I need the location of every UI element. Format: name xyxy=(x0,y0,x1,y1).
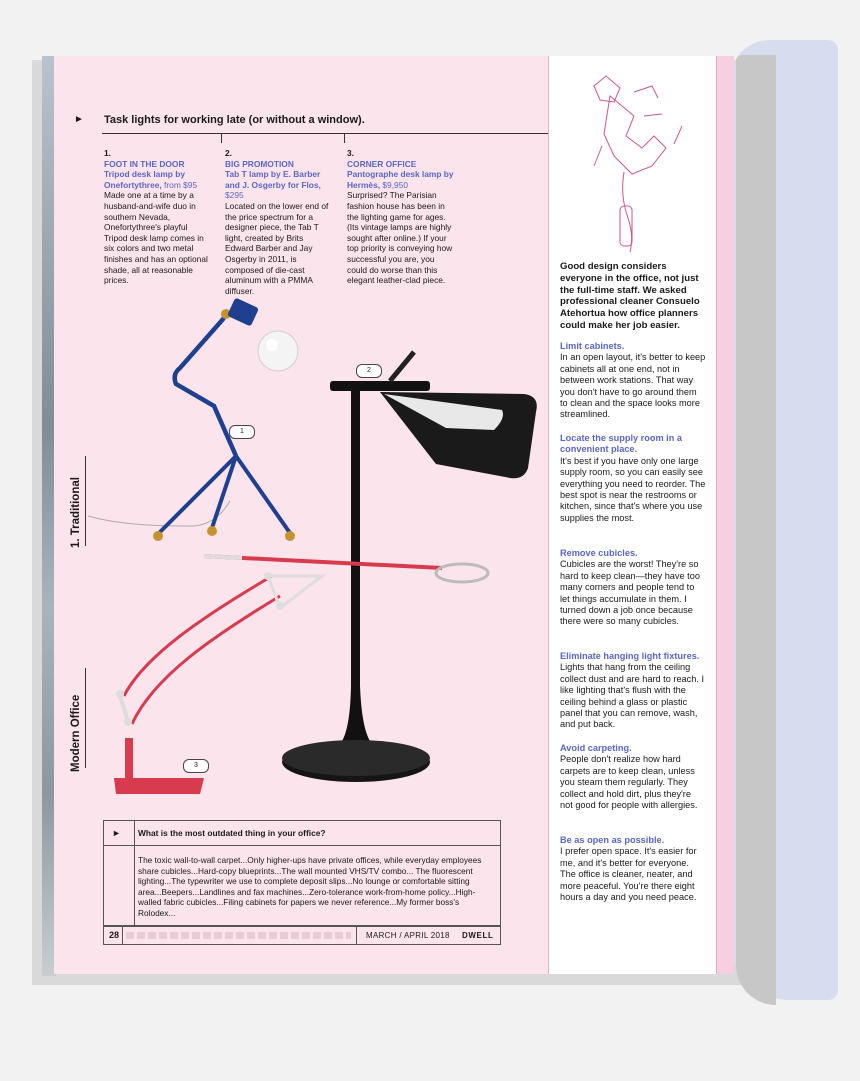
product-name: Pantographe desk lamp by Hermès, xyxy=(347,169,454,190)
page-footer xyxy=(103,926,501,945)
question-box xyxy=(103,820,501,926)
issue-date: MARCH / APRIL 2018 xyxy=(366,931,450,940)
question-separator xyxy=(134,821,135,925)
tip-item xyxy=(560,835,706,903)
tip-title: Limit cabinets. xyxy=(560,341,625,351)
tip-body: People don't realize how hard carpets are to keep clean, unless you steam them regularly. They collect and hold dirt, plus they're not good for people with allergies. xyxy=(560,754,698,811)
tip-body: I prefer open space. It's easier for me, and it's better for everyone. The office is cleaner, neater, and more peaceful. You're there eight hours a day and you need peace. xyxy=(560,846,697,903)
magazine-brand: DWELL xyxy=(462,931,494,940)
callout-3: 3 xyxy=(183,759,209,773)
tip-item xyxy=(560,341,706,421)
heading-arrow-icon: ► xyxy=(74,114,84,125)
footer-separator xyxy=(356,927,357,944)
tip-item xyxy=(560,743,706,811)
tip-title: Be as open as possible. xyxy=(560,835,665,845)
product-number: 2. xyxy=(225,148,232,158)
product-body: Surprised? The Parisian fashion house has been in the lighting game for ages. (Its vintage lamps are highly sought after online.) If your top priority is conveying how successful you are, you could do worse than this elegant leather-clad piece. xyxy=(347,190,453,286)
product-name: Tripod desk lamp by Onefortythree, xyxy=(104,169,185,190)
tripod-lamp-image xyxy=(153,297,298,541)
product-body: Made one at a time by a husband-and-wife duo in southern Nevada, Onefortythree's playful Tripod desk lamp comes in six colors and two metal finishes and has an optional shade, all at reasonable prices. xyxy=(104,190,208,286)
tip-body: Cubicles are the worst! They're so hard to keep clean—they have too many corners and people tend to let things accumulate in them. I turned down a job once because there were so many cubicles. xyxy=(560,559,700,627)
page-curl-shadow xyxy=(736,55,776,1005)
product-number: 3. xyxy=(347,148,354,158)
product-price: $295 xyxy=(225,190,244,201)
question-answers: The toxic wall-to-wall carpet...Only higher-ups have private offices, while everyday employees share cubicles...Hard-copy blueprints...The wall mounted VHS/TV combo... The fluorescent lighting...The typewriter we use to complete deposit slips...No lounge or comfortable sitting area...Beepers...Landlines and fax machines...Zero-tolerance work-from-home policy...High-walled fabric cubicles...Filing cabinets for papers we never reference...My former boss's Rolodex... xyxy=(138,855,482,918)
product-price: $9,950 xyxy=(382,179,409,190)
page-number: 28 xyxy=(109,930,120,940)
tip-body: Lights that hang from the ceiling collect dust and are hard to reach. I like lighting that's flush with the ceiling behind a glass or plastic panel that you can remove, wash, and put back. xyxy=(560,662,705,730)
footer-separator xyxy=(122,927,123,944)
product-title: BIG PROMOTION xyxy=(225,158,294,169)
question-title: What is the most outdated thing in your office? xyxy=(138,828,326,838)
tip-title: Remove cubicles. xyxy=(560,548,638,558)
product-price: from $95 xyxy=(164,179,198,190)
product-name: Tab T lamp by E. Barber and J. Osgerby for Flos, xyxy=(225,169,321,190)
question-arrow-icon: ► xyxy=(112,828,121,838)
sidebar-sketch-image xyxy=(594,76,682,252)
traditional-label: 1. Traditional xyxy=(70,477,82,548)
tip-body: It's best if you have only one large supply room, so you can easily see everything you need to reorder. The best spot is near the restrooms or kitchen, since that's where you use supplies the most. xyxy=(560,455,706,523)
callout-1: 1 xyxy=(229,425,255,439)
product-title: FOOT IN THE DOOR xyxy=(104,158,185,169)
modern-office-label: Modern Office xyxy=(70,694,82,772)
heading-text: Task lights for working late (or without a window). xyxy=(104,114,365,126)
tip-item xyxy=(560,433,706,524)
footer-ghost-text xyxy=(126,932,351,939)
sidebar-intro: Good design considers everyone in the office, not just the full-time staff. We asked professional cleaner Consuelo Atehortua how office planners could make her job easier. xyxy=(560,261,700,331)
tip-title: Eliminate hanging light fixtures. xyxy=(560,651,700,661)
callout-2: 2 xyxy=(356,364,382,378)
tip-item xyxy=(560,548,706,628)
product-number: 1. xyxy=(104,148,111,158)
tip-body: In an open layout, it's better to keep cabinets all at one end, not in between work stations. That way you don't have to go around them to clean and the space looks more streamlined. xyxy=(560,352,706,420)
magazine-page xyxy=(54,56,734,974)
product-body: Located on the lower end of the price spectrum for a designer piece, the Tab T light, created by Brits Edward Barber and Jay Osgerby in 2011, is composed of die-cast aluminum with a PMMA diffuser. xyxy=(225,200,329,296)
tip-item xyxy=(560,651,706,731)
product-title: CORNER OFFICE xyxy=(347,158,417,169)
tip-title: Locate the supply room in a convenient place. xyxy=(560,433,683,455)
lamp-cord xyxy=(88,501,230,526)
tip-title: Avoid carpeting. xyxy=(560,743,632,753)
